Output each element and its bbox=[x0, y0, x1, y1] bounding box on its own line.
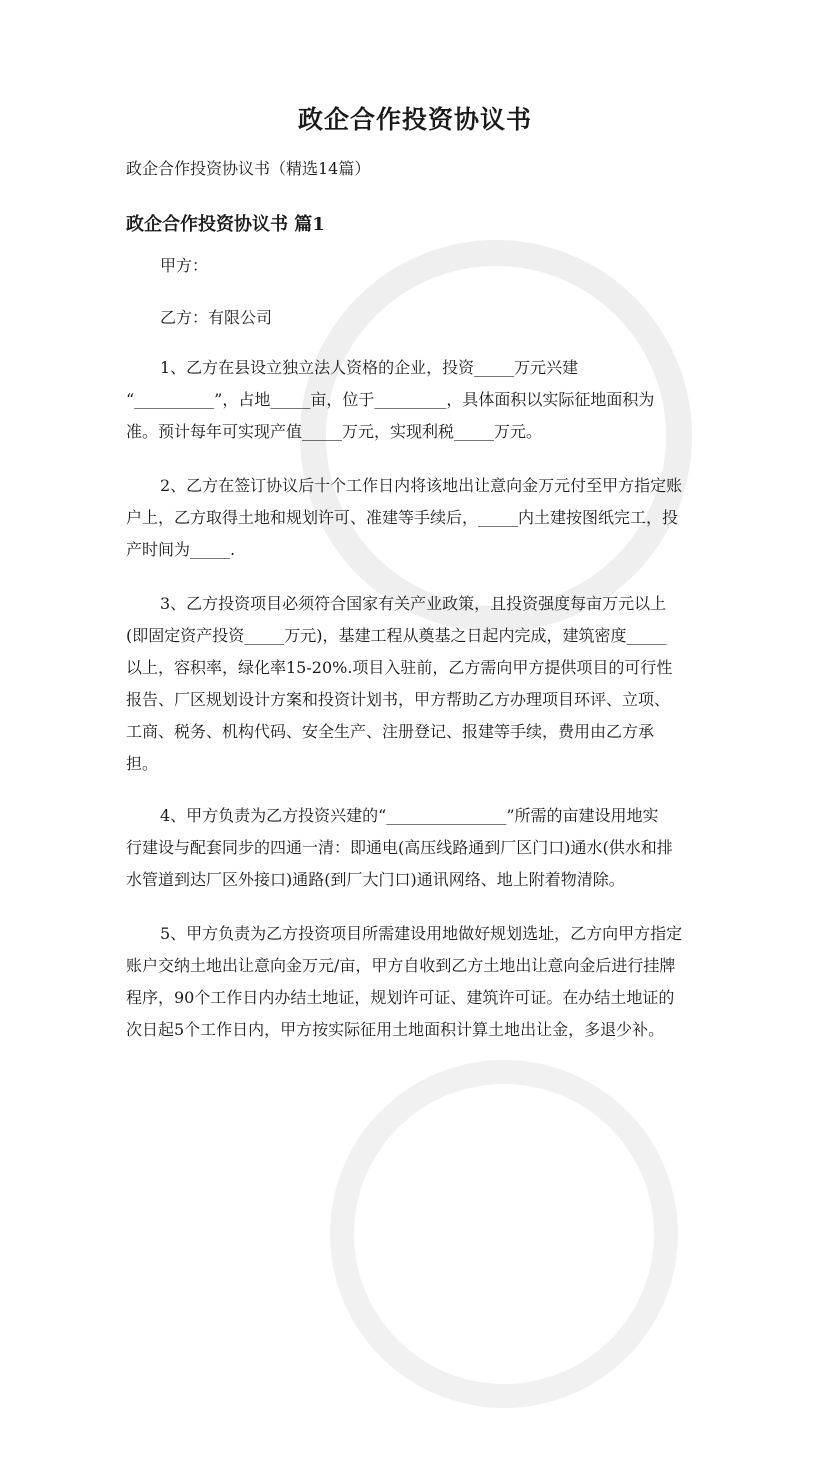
clause-line: 行建设与配套同步的四通一清：即通电(高压线路通到厂区门口)通水(供水和排 bbox=[126, 838, 673, 857]
clause-5 bbox=[126, 918, 710, 1046]
clause-3 bbox=[126, 588, 710, 780]
clause-line: 账户交纳土地出让意向金万元/亩，甲方自收到乙方土地出让意向金后进行挂牌 bbox=[126, 956, 676, 975]
clause-line: 程序，90个工作日内办结土地证，规划许可证、建筑许可证。在办结土地证的 bbox=[126, 988, 675, 1007]
clause-4 bbox=[126, 800, 710, 896]
section-heading: 政企合作投资协议书 篇1 bbox=[126, 214, 325, 235]
party-b-line bbox=[126, 302, 710, 334]
clause-line: 5、甲方负责为乙方投资项目所需建设用地做好规划选址，乙方向甲方指定 bbox=[160, 924, 683, 943]
clause-line: 担。 bbox=[126, 754, 159, 773]
party-b-text: 乙方：有限公司 bbox=[160, 308, 273, 327]
clause-line: 1、乙方在县设立独立法人资格的企业，投资_____万元兴建 bbox=[160, 358, 579, 377]
clause-1 bbox=[126, 352, 710, 448]
party-a-line bbox=[126, 250, 710, 282]
clause-line: (即固定资产投资_____万元)，基建工程从奠基之日起内完成，建筑密度_____ bbox=[126, 626, 667, 645]
clause-line: 准。预计每年可实现产值_____万元，实现利税_____万元。 bbox=[126, 422, 543, 441]
clause-line: 3、乙方投资项目必须符合国家有关产业政策，且投资强度每亩万元以上 bbox=[160, 594, 667, 613]
clause-2 bbox=[126, 470, 710, 566]
clause-line: 4、甲方负责为乙方投资兴建的“_______________”所需的亩建设用地实 bbox=[160, 806, 659, 825]
clause-line: 2、乙方在签订协议后十个工作日内将该地出让意向金万元付至甲方指定账 bbox=[160, 476, 683, 495]
document-title: 政企合作投资协议书 bbox=[297, 105, 532, 134]
clause-line: “__________”，占地_____亩，位于_________，具体面积以实际征地面积为 bbox=[126, 390, 655, 409]
clause-line: 以上，容积率，绿化率15-20%.项目入驻前，乙方需向甲方提供项目的可行性 bbox=[126, 658, 673, 677]
clause-line: 水管道到达厂区外接口)通路(到厂大门口)通讯网络、地上附着物清除。 bbox=[126, 870, 625, 889]
watermark-ring-bottom bbox=[259, 989, 749, 1479]
clause-line: 次日起5个工作日内，甲方按实际征用土地面积计算土地出让金，多退少补。 bbox=[126, 1020, 665, 1039]
clause-line: 报告、厂区规划设计方案和投资计划书，甲方帮助乙方办理项目环评、立项、 bbox=[126, 690, 671, 709]
clause-line: 户上，乙方取得土地和规划许可、准建等手续后，_____内土建按图纸完工，投 bbox=[126, 508, 679, 527]
clause-line: 工商、税务、机构代码、安全生产、注册登记、报建等手续，费用由乙方承 bbox=[126, 722, 655, 741]
document-subtitle: 政企合作投资协议书（精选14篇） bbox=[126, 159, 371, 178]
clause-line: 产时间为_____. bbox=[126, 540, 236, 559]
party-a-text: 甲方： bbox=[160, 256, 209, 275]
